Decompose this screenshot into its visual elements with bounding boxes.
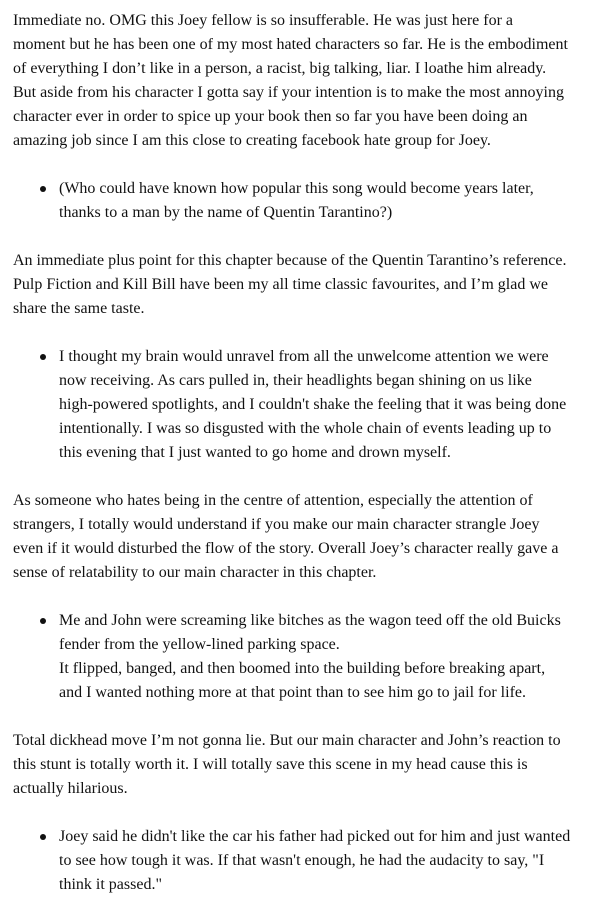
text-line: think it passed." bbox=[59, 876, 162, 893]
document-body bbox=[13, 9, 593, 921]
text-line: I thought my brain would unravel from all the unwelcome attention we were bbox=[59, 348, 549, 365]
text-line: this evening that I just wanted to go home and drown myself. bbox=[59, 444, 451, 461]
bullet-quote-attention bbox=[13, 345, 593, 465]
quote-text bbox=[59, 345, 593, 465]
text-line: (Who could have known how popular this song would become years later, bbox=[59, 180, 534, 197]
text-line: But aside from his character I gotta say if your intention is to make the most annoying bbox=[13, 84, 564, 101]
text-line: to see how tough it was. If that wasn't enough, he had the audacity to say, "I bbox=[59, 852, 545, 869]
text-line: moment but he has been one of my most hated characters so far. He is the embodiment bbox=[13, 36, 568, 53]
text-line: character ever in order to spice up your book then so far you have been doing an bbox=[13, 108, 528, 125]
bullet-quote-tarantino bbox=[13, 177, 593, 225]
paragraph-joey-opinion bbox=[13, 9, 593, 153]
text-line: fender from the yellow-lined parking space. bbox=[59, 636, 340, 653]
text-line: amazing job since I am this close to creating facebook hate group for Joey. bbox=[13, 132, 491, 149]
bullet-icon bbox=[13, 609, 59, 705]
text-line: of everything I don’t like in a person, a racist, big talking, liar. I loathe him already. bbox=[13, 60, 547, 77]
text-line: actually hilarious. bbox=[13, 780, 128, 797]
paragraph-dickhead-move bbox=[13, 729, 593, 801]
text-line: now receiving. As cars pulled in, their headlights began shining on us like bbox=[59, 372, 532, 389]
text-line: intentionally. I was so disgusted with the whole chain of events leading up to bbox=[59, 420, 552, 437]
text-line: Joey said he didn't like the car his father had picked out for him and just wanted bbox=[59, 828, 571, 845]
text-line: Me and John were screaming like bitches as the wagon teed off the old Buicks bbox=[59, 612, 561, 629]
bullet-icon bbox=[13, 345, 59, 465]
text-line: share the same taste. bbox=[13, 300, 145, 317]
bullet-icon bbox=[13, 177, 59, 225]
quote-text bbox=[59, 825, 593, 897]
text-line: sense of relatability to our main character in this chapter. bbox=[13, 564, 377, 581]
text-line: Pulp Fiction and Kill Bill have been my all time classic favourites, and I’m glad we bbox=[13, 276, 548, 293]
text-line: and I wanted nothing more at that point than to see him go to jail for life. bbox=[59, 684, 526, 701]
text-line: An immediate plus point for this chapter because of the Quentin Tarantino’s reference. bbox=[13, 252, 567, 269]
bullet-quote-wagon bbox=[13, 609, 593, 705]
quote-text bbox=[59, 177, 593, 225]
text-line: strangers, I totally would understand if you make our main character strangle Joey bbox=[13, 516, 540, 533]
text-line: high-powered spotlights, and I couldn't shake the feeling that it was being done bbox=[59, 396, 567, 413]
text-line: It flipped, banged, and then boomed into the building before breaking apart, bbox=[59, 660, 546, 677]
text-line: As someone who hates being in the centre of attention, especially the attention of bbox=[13, 492, 533, 509]
bullet-icon bbox=[13, 825, 59, 897]
text-line: this stunt is totally worth it. I will totally save this scene in my head cause this is bbox=[13, 756, 528, 773]
paragraph-centre-of-attention bbox=[13, 489, 593, 585]
bullet-quote-car bbox=[13, 825, 593, 897]
text-line: Immediate no. OMG this Joey fellow is so insufferable. He was just here for a bbox=[13, 12, 514, 29]
quote-text bbox=[59, 609, 593, 705]
text-line: even if it would disturbed the flow of the story. Overall Joey’s character really gave a bbox=[13, 540, 559, 557]
text-line: thanks to a man by the name of Quentin Tarantino?) bbox=[59, 204, 393, 221]
text-line: Total dickhead move I’m not gonna lie. But our main character and John’s reaction to bbox=[13, 732, 561, 749]
paragraph-tarantino-reference bbox=[13, 249, 593, 321]
